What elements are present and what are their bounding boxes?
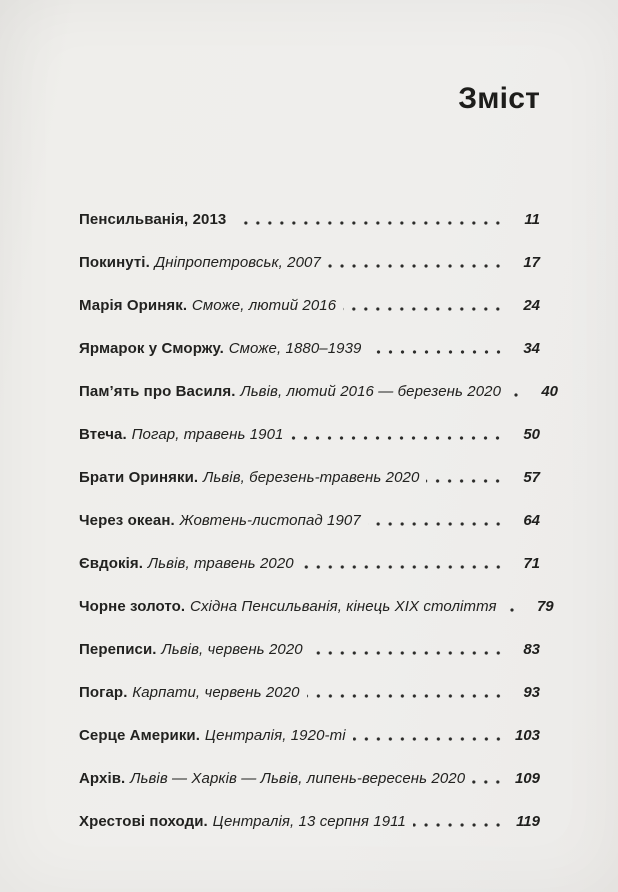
toc-entry-subtitle: Централія, 1920-ті <box>204 727 346 744</box>
dot-leader <box>413 823 504 827</box>
toc-entry-subtitle: Львів, травень 2020 <box>147 555 294 572</box>
toc-entry <box>79 340 540 357</box>
toc-entry <box>79 211 540 228</box>
toc-entry-title: Марія Ориняк. <box>79 297 188 314</box>
toc-entry-subtitle: Карпати, червень 2020 <box>132 684 300 701</box>
toc-entry-subtitle: Централія, 13 серпня 1911 <box>212 813 406 830</box>
toc-entry-title: Архів. <box>79 770 126 787</box>
toc-entry-subtitle: Сможе, лютий 2016 <box>191 297 337 314</box>
dot-leader <box>369 350 505 354</box>
toc-entry-page-number: 64 <box>523 512 540 529</box>
toc-entry-subtitle: Львів — Харків — Львів, липень-вересень 2020 <box>130 770 466 787</box>
toc-entry-title: Переписи. <box>79 641 157 658</box>
toc-entry-title: Ярмарок у Сморжу. <box>79 340 224 357</box>
toc-entry <box>79 598 554 615</box>
toc-entry-page-number: 34 <box>523 340 540 357</box>
toc-entry-subtitle: Львів, лютий 2016 — березень 2020 <box>240 383 502 400</box>
toc-entry-subtitle: Східна Пенсильванія, кінець XIX століття <box>190 598 497 615</box>
toc-entry-page-number: 119 <box>516 813 540 830</box>
toc-entry <box>79 555 540 572</box>
toc-entry-title: Хрестові походи. <box>79 813 208 830</box>
toc-entry-title: Пенсильванія, 2013 <box>79 211 227 228</box>
toc-entry-subtitle: Львів, червень 2020 <box>161 641 303 658</box>
toc-entry <box>79 254 540 271</box>
dot-leader <box>301 565 504 569</box>
toc-entry-page-number: 57 <box>523 469 540 486</box>
dot-leader <box>504 608 518 612</box>
toc-entry-page-number: 93 <box>523 684 540 701</box>
dot-leader <box>368 522 504 526</box>
toc-entry <box>79 641 540 658</box>
dot-leader <box>426 479 504 483</box>
toc-entry-subtitle: Сможе, 1880–1939 <box>228 340 362 357</box>
toc-entry-title: Серце Америки. <box>79 727 201 744</box>
toc-entry-title: Через океан. <box>79 512 175 529</box>
toc-entry-page-number: 79 <box>536 598 554 615</box>
toc-entry-title: Брати Ориняки. <box>79 469 199 486</box>
toc-entry-page-number: 24 <box>523 297 540 314</box>
toc-entry-page-number: 11 <box>524 211 540 228</box>
toc-entry <box>79 469 540 486</box>
toc-entry <box>79 297 540 314</box>
toc-entry-title: Покинуті. <box>79 254 150 271</box>
toc-entry-title: Євдокія. <box>79 555 143 572</box>
dot-leader <box>472 780 504 784</box>
toc-list <box>79 211 559 830</box>
dot-leader <box>353 737 504 741</box>
toc-entry-page-number: 71 <box>523 555 540 572</box>
dot-leader <box>238 221 504 225</box>
toc-entry <box>79 727 540 744</box>
toc-entry-subtitle: Жовтень-листопад 1907 <box>179 512 361 529</box>
toc-entry-page-number: 17 <box>523 254 540 271</box>
toc-entry <box>79 383 559 400</box>
toc-entry <box>79 512 540 529</box>
toc-entry-title: Пам’ять про Василя. <box>79 383 236 400</box>
dot-leader <box>328 264 504 268</box>
toc-entry-title: Втеча. <box>79 426 127 443</box>
dot-leader <box>290 436 504 440</box>
toc-entry-page-number: 103 <box>514 727 540 744</box>
toc-entry-title: Погар. <box>79 684 128 701</box>
toc-entry-subtitle: Львів, березень-травень 2020 <box>202 469 420 486</box>
toc-entry <box>79 426 540 443</box>
page-title: Зміст <box>458 82 540 115</box>
dot-leader <box>307 694 504 698</box>
dot-leader <box>343 307 504 311</box>
toc-entry <box>79 684 540 701</box>
toc-entry <box>79 813 540 830</box>
toc-entry-subtitle: Погар, травень 1901 <box>131 426 284 443</box>
toc-entry-subtitle: Дніпропетровськ, 2007 <box>154 254 321 271</box>
dot-leader <box>310 651 504 655</box>
toc-entry-page-number: 83 <box>523 641 540 658</box>
toc-entry <box>79 770 540 787</box>
toc-entry-title: Чорне золото. <box>79 598 186 615</box>
toc-entry-page-number: 109 <box>514 770 540 787</box>
toc-entry-page-number: 40 <box>541 383 559 400</box>
toc-entry-page-number: 50 <box>523 426 540 443</box>
dot-leader <box>508 393 522 397</box>
